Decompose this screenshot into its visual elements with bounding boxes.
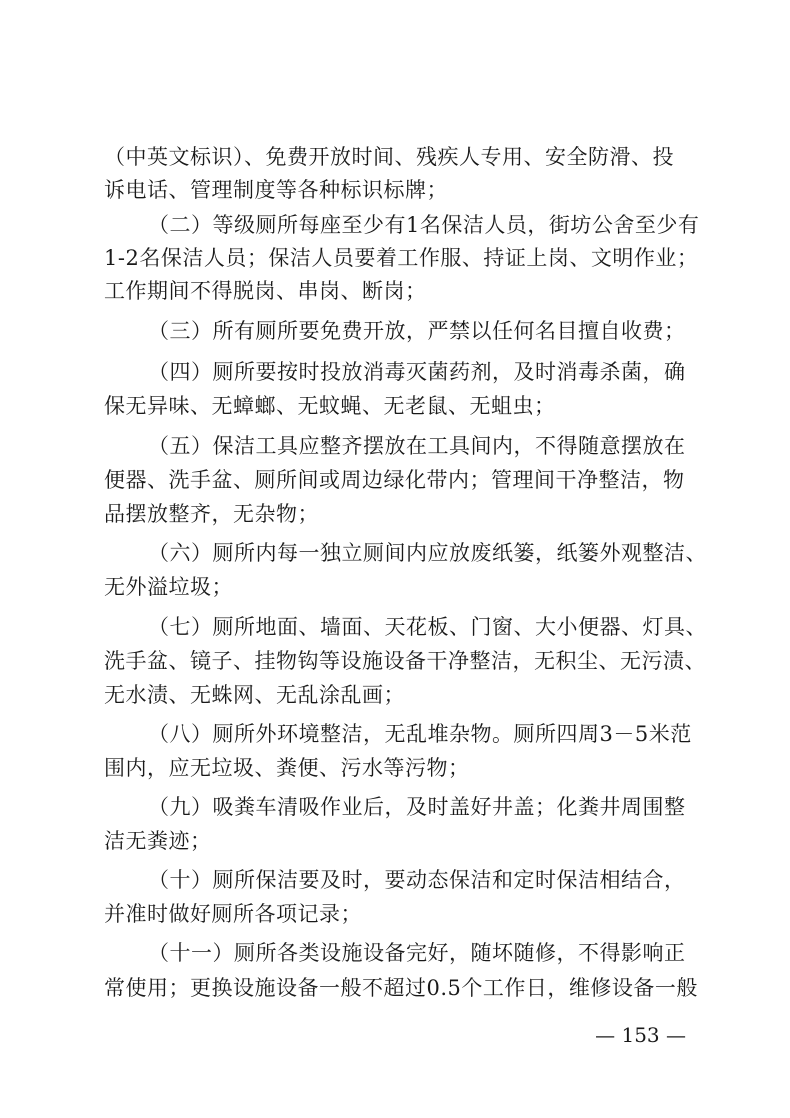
text-line: （四）厕所要按时投放消毒灭菌药剂，及时消毒杀菌，确 xyxy=(148,360,686,384)
text-line: 保无异味、无蟑螂、无蚊蝇、无老鼠、无蛆虫； xyxy=(104,394,556,418)
text-line: 诉电话、管理制度等各种标识标牌； xyxy=(104,178,448,202)
text-line: 常使用；更换设施设备一般不超过0.5个工作日，维修设备一般 xyxy=(104,976,698,1000)
text-line: （二）等级厕所每座至少有1名保洁人员，街坊公舍至少有 xyxy=(148,213,700,237)
text-line: （十一）厕所各类设施设备完好，随坏随修，不得影响正 xyxy=(148,941,686,965)
text-line: （三）所有厕所要免费开放，严禁以任何名目擅自收费； xyxy=(148,319,686,343)
text-line: （中英文标识）、免费开放时间、残疾人专用、安全防滑、投 xyxy=(104,145,674,169)
text-line: 1-2名保洁人员；保洁人员要着工作服、持证上岗、文明作业； xyxy=(104,246,699,270)
text-line: （五）保洁工具应整齐摆放在工具间内，不得随意摆放在 xyxy=(148,434,686,458)
text-line: （八）厕所外环境整洁，无乱堆杂物。厕所四周3－5米范 xyxy=(148,722,692,746)
text-line: 便器、洗手盆、厕所间或周边绿化带内；管理间干净整洁，物 xyxy=(104,468,685,492)
text-line: （十）厕所保洁要及时，要动态保洁和定时保洁相结合， xyxy=(148,868,686,892)
text-line: 并准时做好厕所各项记录； xyxy=(104,902,362,926)
text-line: 品摆放整齐，无杂物； xyxy=(104,502,319,526)
text-line: 洁无粪迹； xyxy=(104,829,212,853)
text-line: 工作期间不得脱岗、串岗、断岗； xyxy=(104,279,427,303)
text-line: 无水渍、无蛛网、无乱涂乱画； xyxy=(104,683,405,707)
text-line: 洗手盆、镜子、挂物钩等设施设备干净整洁，无积尘、无污渍、 xyxy=(104,649,706,673)
text-line: 围内，应无垃圾、粪便、污水等污物； xyxy=(104,756,470,780)
text-line: （七）厕所地面、墙面、天花板、门窗、大小便器、灯具、 xyxy=(148,615,707,639)
page-number: — 153 — xyxy=(595,1023,686,1047)
text-line: （九）吸粪车清吸作业后，及时盖好井盖；化粪井周围整 xyxy=(148,795,686,819)
text-line: （六）厕所内每一独立厕间内应放废纸篓，纸篓外观整洁、 xyxy=(148,541,707,565)
text-line: 无外溢垃圾； xyxy=(104,575,233,599)
